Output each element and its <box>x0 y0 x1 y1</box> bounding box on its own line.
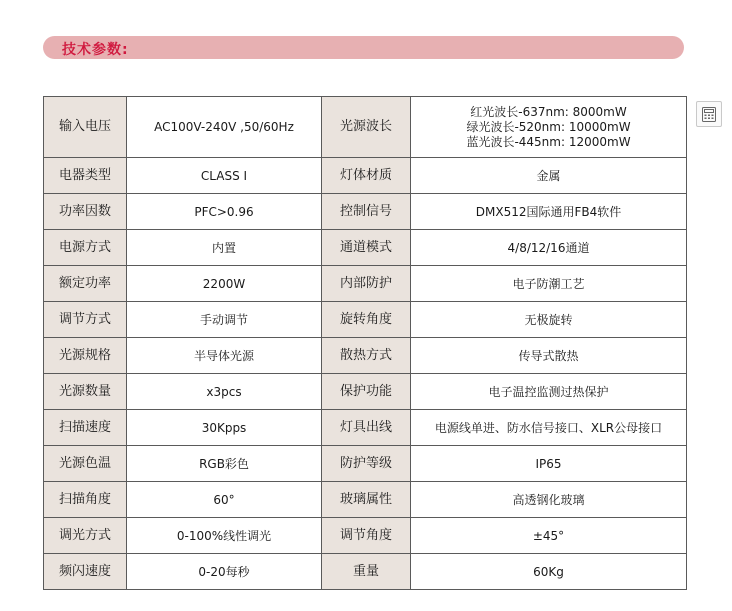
param-value: IP65 <box>411 446 687 482</box>
param-value: 60Kg <box>411 554 687 590</box>
param-name: 光源规格 <box>44 338 127 374</box>
param-value: 电子防潮工艺 <box>411 266 687 302</box>
table-row <box>44 194 687 230</box>
calculator-icon[interactable] <box>696 101 722 127</box>
param-value-wavelengths <box>411 97 687 158</box>
param-value: PFC>0.96 <box>127 194 322 230</box>
wavelength-red: 红光波长-637nm: 8000mW <box>470 104 627 119</box>
param-name: 电器类型 <box>44 158 127 194</box>
param-name: 灯体材质 <box>322 158 411 194</box>
param-name: 散热方式 <box>322 338 411 374</box>
param-name: 重量 <box>322 554 411 590</box>
param-name: 旋转角度 <box>322 302 411 338</box>
param-value: 手动调节 <box>127 302 322 338</box>
param-name: 灯具出线 <box>322 410 411 446</box>
table-row <box>44 230 687 266</box>
param-name: 功率因数 <box>44 194 127 230</box>
param-value: 无极旋转 <box>411 302 687 338</box>
param-value: x3pcs <box>127 374 322 410</box>
table-row <box>44 158 687 194</box>
param-name: 扫描角度 <box>44 482 127 518</box>
param-name: 玻璃属性 <box>322 482 411 518</box>
param-name: 通道模式 <box>322 230 411 266</box>
param-name: 频闪速度 <box>44 554 127 590</box>
table-row <box>44 338 687 374</box>
table-row <box>44 266 687 302</box>
param-name: 光源数量 <box>44 374 127 410</box>
table-row <box>44 302 687 338</box>
param-value: 传导式散热 <box>411 338 687 374</box>
param-value: ±45° <box>411 518 687 554</box>
table-row <box>44 482 687 518</box>
param-name: 控制信号 <box>322 194 411 230</box>
param-name: 调节角度 <box>322 518 411 554</box>
param-name: 电源方式 <box>44 230 127 266</box>
param-value: 60° <box>127 482 322 518</box>
spec-table <box>43 96 687 590</box>
param-value: AC100V-240V ,50/60Hz <box>127 97 322 158</box>
param-name: 调光方式 <box>44 518 127 554</box>
wavelength-blue: 蓝光波长-445nm: 12000mW <box>466 134 631 149</box>
param-value: 电子温控监测过热保护 <box>411 374 687 410</box>
param-name: 光源色温 <box>44 446 127 482</box>
param-value: 0-20每秒 <box>127 554 322 590</box>
table-row <box>44 374 687 410</box>
param-value: 内置 <box>127 230 322 266</box>
table-row <box>44 518 687 554</box>
param-value: 高透钢化玻璃 <box>411 482 687 518</box>
table-row <box>44 446 687 482</box>
wavelength-green: 绿光波长-520nm: 10000mW <box>466 119 631 134</box>
section-title: 技术参数: <box>62 42 129 58</box>
param-value: 4/8/12/16通道 <box>411 230 687 266</box>
table-row <box>44 554 687 590</box>
table-row <box>44 410 687 446</box>
param-name: 光源波长 <box>322 97 411 158</box>
param-name: 输入电压 <box>44 97 127 158</box>
param-value: RGB彩色 <box>127 446 322 482</box>
param-name: 内部防护 <box>322 266 411 302</box>
param-name: 扫描速度 <box>44 410 127 446</box>
param-value: DMX512国际通用FB4软件 <box>411 194 687 230</box>
table-row <box>44 97 687 158</box>
param-name: 防护等级 <box>322 446 411 482</box>
param-value: 0-100%线性调光 <box>127 518 322 554</box>
param-name: 调节方式 <box>44 302 127 338</box>
param-value: 电源线单进、防水信号接口、XLR公母接口 <box>411 410 687 446</box>
param-name: 额定功率 <box>44 266 127 302</box>
calculator-glyph <box>702 107 716 122</box>
section-header <box>43 36 684 59</box>
param-value: 2200W <box>127 266 322 302</box>
param-value: 半导体光源 <box>127 338 322 374</box>
param-name: 保护功能 <box>322 374 411 410</box>
param-value: CLASS I <box>127 158 322 194</box>
param-value: 金属 <box>411 158 687 194</box>
param-value: 30Kpps <box>127 410 322 446</box>
